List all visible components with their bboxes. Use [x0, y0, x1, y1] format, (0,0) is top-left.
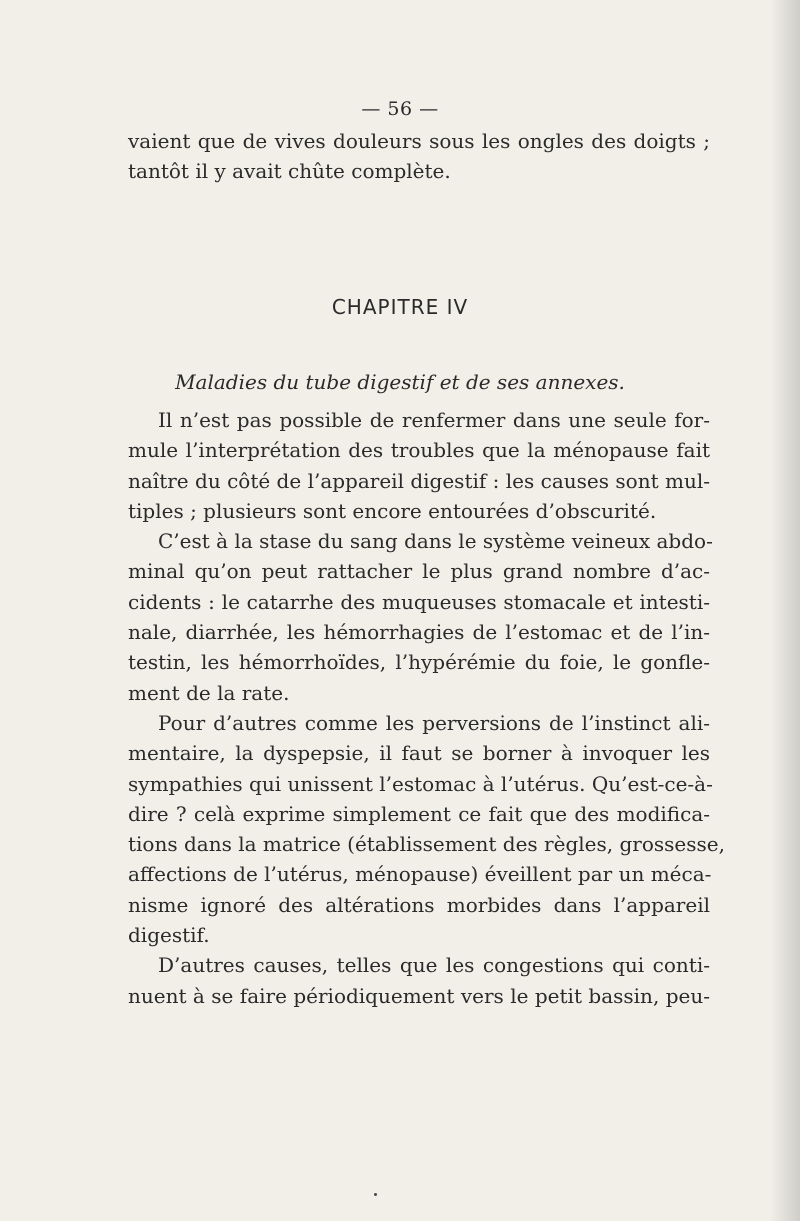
text-line: ment de la rate.	[128, 680, 290, 705]
text-line: nuent à se faire périodiquement vers le petit bassin, peu-	[128, 983, 710, 1008]
page-number: — 56 —	[361, 98, 439, 120]
text-line: digestif.	[128, 923, 210, 948]
chapter-body	[128, 405, 725, 1011]
opening-paragraph	[128, 126, 710, 187]
text-line: mentaire, la dyspepsie, il faut se borner à invoquer les	[128, 741, 710, 766]
text-line: C’est à la stase du sang dans le système veineux abdo-	[158, 529, 713, 554]
text-line: affections de l’utérus, ménopause) éveillent par un méca-	[128, 862, 712, 887]
text-line: nisme ignoré des altérations morbides dans l’appareil	[128, 892, 710, 917]
chapter-subtitle: Maladies du tube digestif et de ses annexes.	[175, 370, 625, 394]
text-line: D’autres causes, telles que les congestions qui conti-	[158, 953, 710, 978]
text-line: tantôt il y avait chûte complète.	[128, 159, 451, 184]
page-edge-shadow	[770, 0, 800, 1221]
text-line: Pour d’autres comme les perversions de l’instinct ali-	[158, 710, 710, 735]
text-line: minal qu’on peut rattacher le plus grand nombre d’ac-	[128, 559, 710, 584]
text-line: sympathies qui unissent l’estomac à l’utérus. Qu’est-ce-à-	[128, 771, 713, 796]
text-line: tiples ; plusieurs sont encore entourées d’obscurité.	[128, 498, 657, 523]
text-line: Il n’est pas possible de renfermer dans une seule for-	[158, 408, 710, 432]
text-line: naître du côté de l’appareil digestif : les causes sont mul-	[128, 468, 710, 493]
ink-speck	[374, 1193, 377, 1196]
text-line: cidents : le catarrhe des muqueuses stomacale et intesti-	[128, 589, 710, 614]
text-line: vaient que de vives douleurs sous les ongles des doigts ;	[128, 129, 710, 153]
text-line: testin, les hémorrhoïdes, l’hypérémie du foie, le gonfle-	[128, 650, 710, 675]
chapter-heading: CHAPITRE IV	[331, 295, 469, 319]
text-line: tions dans la matrice (établissement des règles, grossesse,	[128, 832, 725, 857]
text-line: dire ? celà exprime simplement ce fait que des modifica-	[128, 801, 710, 826]
text-line: nale, diarrhée, les hémorrhagies de l’estomac et de l’in-	[128, 620, 710, 645]
text-line: mule l’interprétation des troubles que la ménopause fait	[128, 438, 710, 463]
